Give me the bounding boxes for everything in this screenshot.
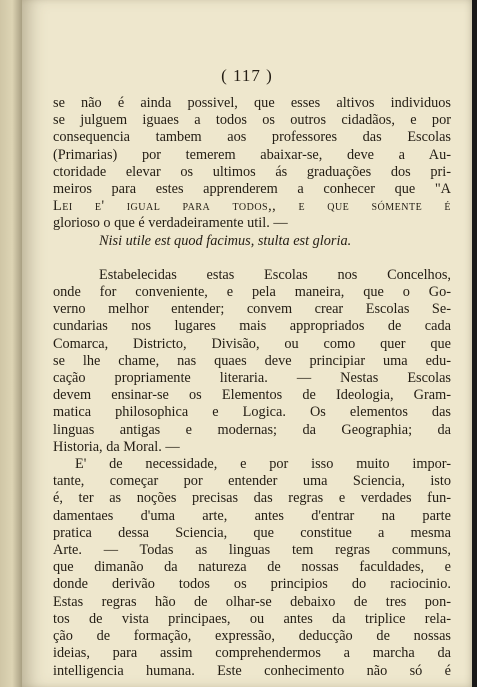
text-line: Arte. — Todas as linguas tem regras communs, xyxy=(53,542,451,559)
text-line: cação propriamente literaria. — Nestas Escolas xyxy=(53,370,451,387)
text-line: meiros para estes apprenderem a conhecer que "A xyxy=(53,181,451,198)
text-line: devem ensinar-se os Elementos de Ideologia, Gram- xyxy=(53,387,451,404)
scan-border xyxy=(472,0,477,687)
text-line: donde derivão todos os principios do raciocinio. xyxy=(53,576,451,593)
text-line: se lhe chame, nas quaes deve principiar uma edu- xyxy=(53,352,451,369)
text-line: consequencia tambem aos professores das Escolas xyxy=(53,129,451,146)
page-number: ( 117 ) xyxy=(221,66,273,85)
text-line: se não é ainda possivel, que esses altivos individuos xyxy=(53,95,451,111)
text-line: damentaes d'uma arte, antes d'entrar na parte xyxy=(53,507,451,524)
page-text xyxy=(53,95,451,680)
text-line: Comarca, Districto, Divisão, ou como quer que xyxy=(53,335,451,352)
text-line-small-caps: Lei e' igual para todos,, e que sómente é xyxy=(53,198,451,215)
text-line: onde for conveniente, e pela maneira, que o Go- xyxy=(53,284,451,301)
facing-page-edge xyxy=(0,0,22,687)
text-line: ção de formação, expressão, deducção de nossas xyxy=(53,628,451,645)
text-line: que dimanão da natureza de nossas faculdades, e xyxy=(53,559,451,576)
text-line: Estabelecidas estas Escolas nos Concelhos, xyxy=(99,266,451,283)
text-line: E' de necessidade, e por isso muito impor- xyxy=(75,456,451,473)
text-line: intelligencia humana. Este conhecimento não só é xyxy=(53,662,451,679)
text-line: Historia, da Moral. — xyxy=(53,438,180,455)
text-line: tante, começar por entender uma Sciencia, isto xyxy=(53,473,451,490)
book-page xyxy=(22,0,472,687)
text-line: tos de vista principaes, ou antes da triplice rela- xyxy=(53,610,451,627)
text-line: é, ter as noções precisas das regras e verdades fun- xyxy=(53,490,451,507)
text-line: pratica dessa Sciencia, que constitue a mesma xyxy=(53,524,451,541)
paragraph-gap xyxy=(53,250,451,267)
text-line: ctoridade elevar os ultimos ás graduações dos pri- xyxy=(53,163,451,180)
text-line: verno melhor entender; convem crear Escolas Se- xyxy=(53,301,451,318)
text-line: glorioso o que é verdadeiramente util. — xyxy=(53,215,288,232)
latin-quote: Nisi utile est quod facimus, stulta est gloria. xyxy=(99,232,352,249)
text-line: se julguem iguaes a todos os outros cidadãos, e por xyxy=(53,112,451,129)
text-line: Estas regras hão de olhar-se debaixo de tres pon- xyxy=(53,593,451,610)
text-line: (Primarias) por temerem abaixar-se, deve a Au- xyxy=(53,146,451,163)
text-line: ideias, para assim comprehendermos a marcha da xyxy=(53,645,451,662)
text-line: cundarias nos lugares mais appropriados de cada xyxy=(53,318,451,335)
text-line: linguas antigas e modernas; da Geographia; da xyxy=(53,421,451,438)
text-line: matica philosophica e Logica. Os elementos das xyxy=(53,404,451,421)
